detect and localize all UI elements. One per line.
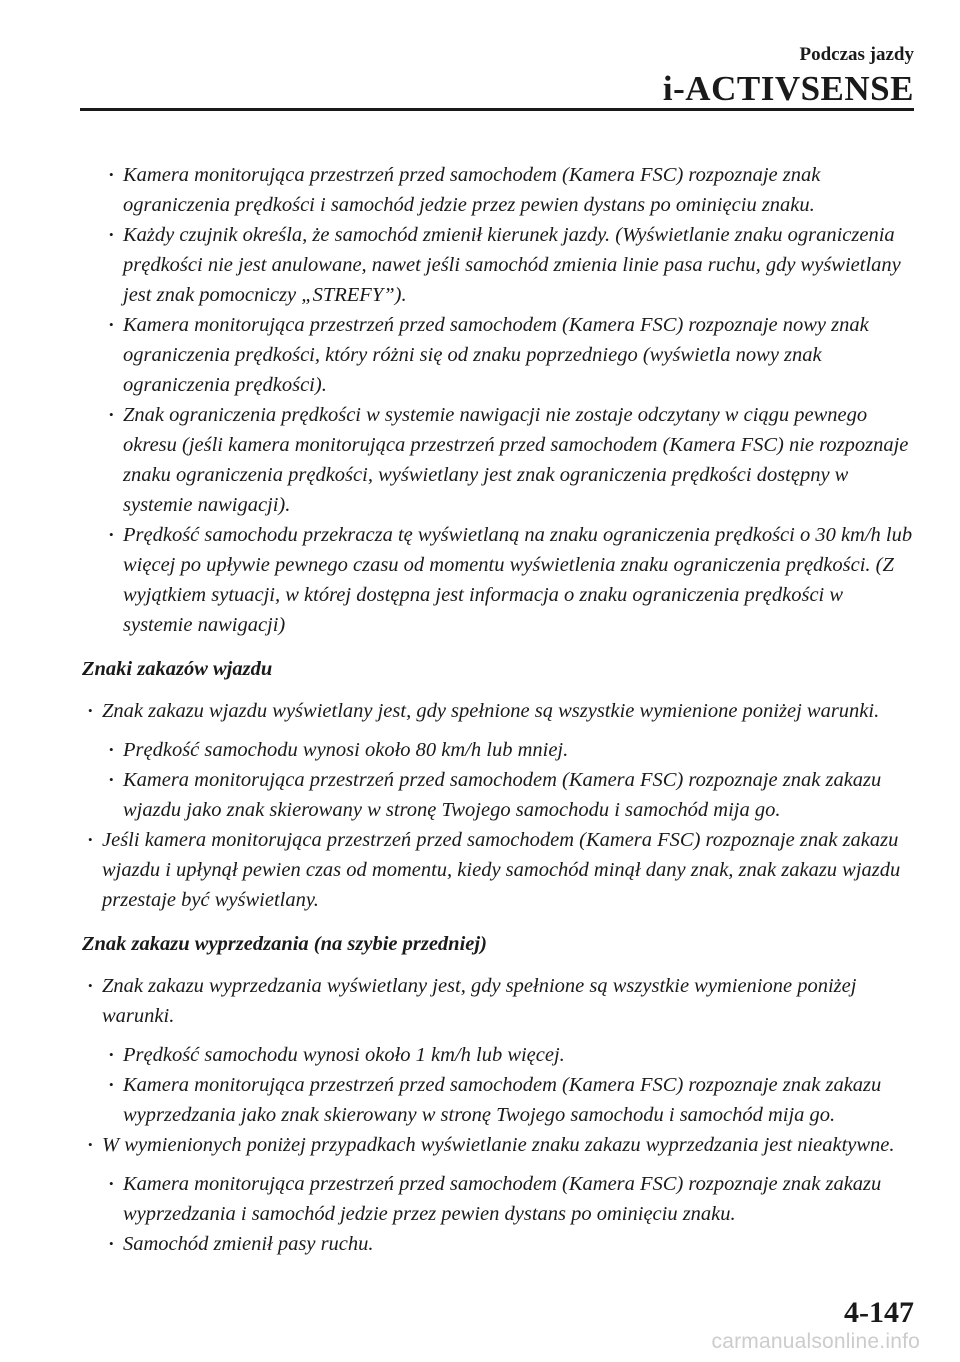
list-item: • Każdy czujnik określa, że samochód zmienił kierunek jazdy. (Wyświetlanie znaku ograniczenia prędkości nie jest anulowane, nawet jeśli samochód zmienia linie pasa ruchu, gdy wyświetlany jest znak pomocniczy „STREFY”). bbox=[123, 220, 914, 310]
page-header bbox=[663, 44, 914, 108]
section-heading-entry-bans: Znaki zakazów wjazdu bbox=[82, 658, 273, 680]
list-item: • Znak zakazu wjazdu wyświetlany jest, gdy spełnione są wszystkie wymienione poniżej warunki. bbox=[102, 696, 914, 726]
watermark: carmanualsonline.info bbox=[711, 1330, 920, 1353]
list-item: • Znak ograniczenia prędkości w systemie nawigacji nie zostaje odczytany w ciągu pewnego okresu (jeśli kamera monitorująca przestrzeń przed samochodem (Kamera FSC) nie rozpoznaje znaku ograniczenia prędkości, wyświetlany jest znak ograniczenia prędkości dostępny w systemie nawigacji). bbox=[123, 400, 914, 520]
list-item: • Prędkość samochodu wynosi około 1 km/h lub więcej. bbox=[123, 1040, 914, 1070]
list-item: • Kamera monitorująca przestrzeń przed samochodem (Kamera FSC) rozpoznaje znak zakazu wyprzedzania i samochód jedzie przez pewien dystans po ominięciu znaku. bbox=[123, 1169, 914, 1229]
page-content bbox=[80, 160, 914, 1259]
list-item: • Kamera monitorująca przestrzeń przed samochodem (Kamera FSC) rozpoznaje znak zakazu wyprzedzania jako znak skierowany w stronę Twojego samochodu i samochód mija go. bbox=[123, 1070, 914, 1130]
list-item: • Samochód zmienił pasy ruchu. bbox=[123, 1229, 914, 1259]
list-item: • Prędkość samochodu wynosi około 80 km/h lub mniej. bbox=[123, 735, 914, 765]
list-item: • Kamera monitorująca przestrzeń przed samochodem (Kamera FSC) rozpoznaje znak ograniczenia prędkości i samochód jedzie przez pewien dystans po ominięciu znaku. bbox=[123, 160, 914, 220]
list-item: • Kamera monitorująca przestrzeń przed samochodem (Kamera FSC) rozpoznaje nowy znak ograniczenia prędkości, który różni się od znaku poprzedniego (wyświetla nowy znak ograniczenia prędkości). bbox=[123, 310, 914, 400]
header-divider bbox=[80, 108, 914, 111]
list-item: • Kamera monitorująca przestrzeń przed samochodem (Kamera FSC) rozpoznaje znak zakazu wjazdu jako znak skierowany w stronę Twojego samochodu i samochód mija go. bbox=[123, 765, 914, 825]
list-item: • Jeśli kamera monitorująca przestrzeń przed samochodem (Kamera FSC) rozpoznaje znak zakazu wjazdu i upłynął pewien czas od momentu, kiedy samochód minął dany znak, znak zakazu wjazdu przestaje być wyświetlany. bbox=[102, 825, 914, 915]
chapter-title: i-ACTIVSENSE bbox=[662, 69, 914, 108]
section-label: Podczas jazdy bbox=[799, 44, 914, 65]
section-heading-no-overtaking: Znak zakazu wyprzedzania (na szybie przedniej) bbox=[82, 933, 487, 955]
page-number: 4-147 bbox=[844, 1296, 914, 1329]
list-item: • Prędkość samochodu przekracza tę wyświetlaną na znaku ograniczenia prędkości o 30 km/h lub więcej po upływie pewnego czasu od momentu wyświetlenia znaku ograniczenia prędkości. (Z wyjątkiem sytuacji, w której dostępna jest informacja o znaku ograniczenia prędkości w systemie nawigacji) bbox=[123, 520, 914, 640]
list-item: • Znak zakazu wyprzedzania wyświetlany jest, gdy spełnione są wszystkie wymienione poniżej warunki. bbox=[102, 971, 914, 1031]
list-item: • W wymienionych poniżej przypadkach wyświetlanie znaku zakazu wyprzedzania jest nieaktywne. bbox=[102, 1130, 914, 1160]
